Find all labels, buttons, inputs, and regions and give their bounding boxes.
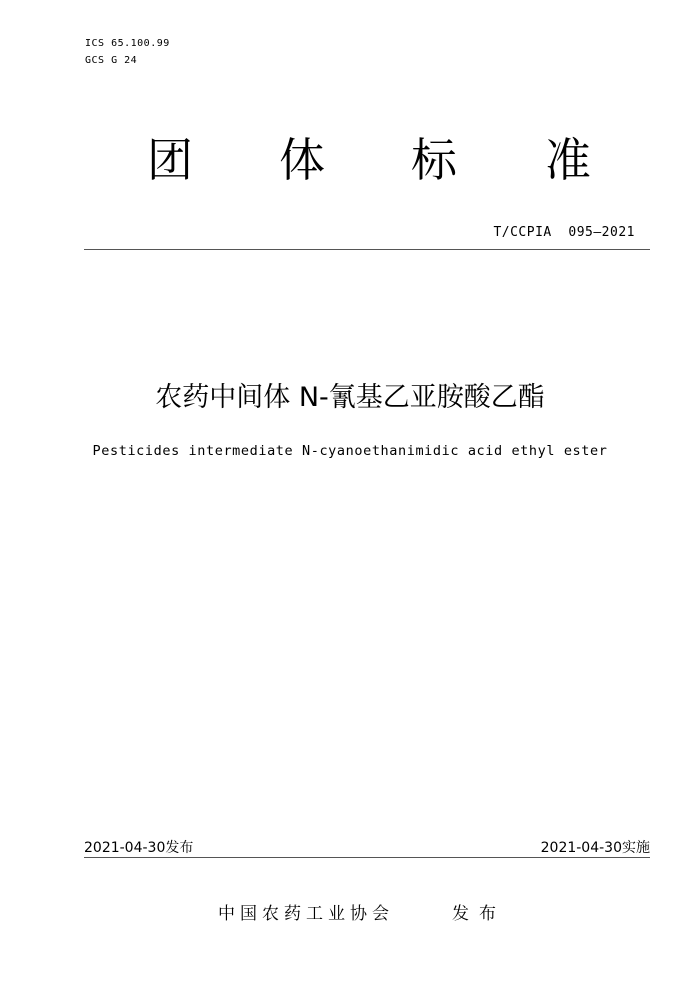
doc-type-char: 团 bbox=[147, 133, 193, 187]
title-chinese: 农药中间体 N-氰基乙亚胺酸乙酯 bbox=[155, 382, 545, 413]
doc-type-char: 标 bbox=[411, 133, 457, 187]
doc-type-char: 体 bbox=[279, 133, 325, 187]
gcs-code: GCS G 24 bbox=[85, 55, 138, 66]
top-divider bbox=[84, 249, 650, 250]
title-english: Pesticides intermediate N-cyanoethanimidic acid ethyl ester bbox=[92, 443, 608, 459]
classification-codes bbox=[85, 35, 170, 69]
publisher-name: 中国农药工业协会 bbox=[218, 904, 394, 924]
standard-number: T/CCPIA 095—2021 bbox=[493, 225, 635, 240]
bottom-divider bbox=[84, 857, 650, 858]
publish-label: 发布 bbox=[452, 904, 506, 924]
doc-type-char: 准 bbox=[545, 133, 591, 187]
document-type-heading bbox=[0, 128, 700, 192]
ics-code: ICS 65.100.99 bbox=[85, 38, 170, 49]
issue-date: 2021-04-30发布 bbox=[84, 840, 194, 856]
implement-date: 2021-04-30实施 bbox=[540, 840, 650, 856]
